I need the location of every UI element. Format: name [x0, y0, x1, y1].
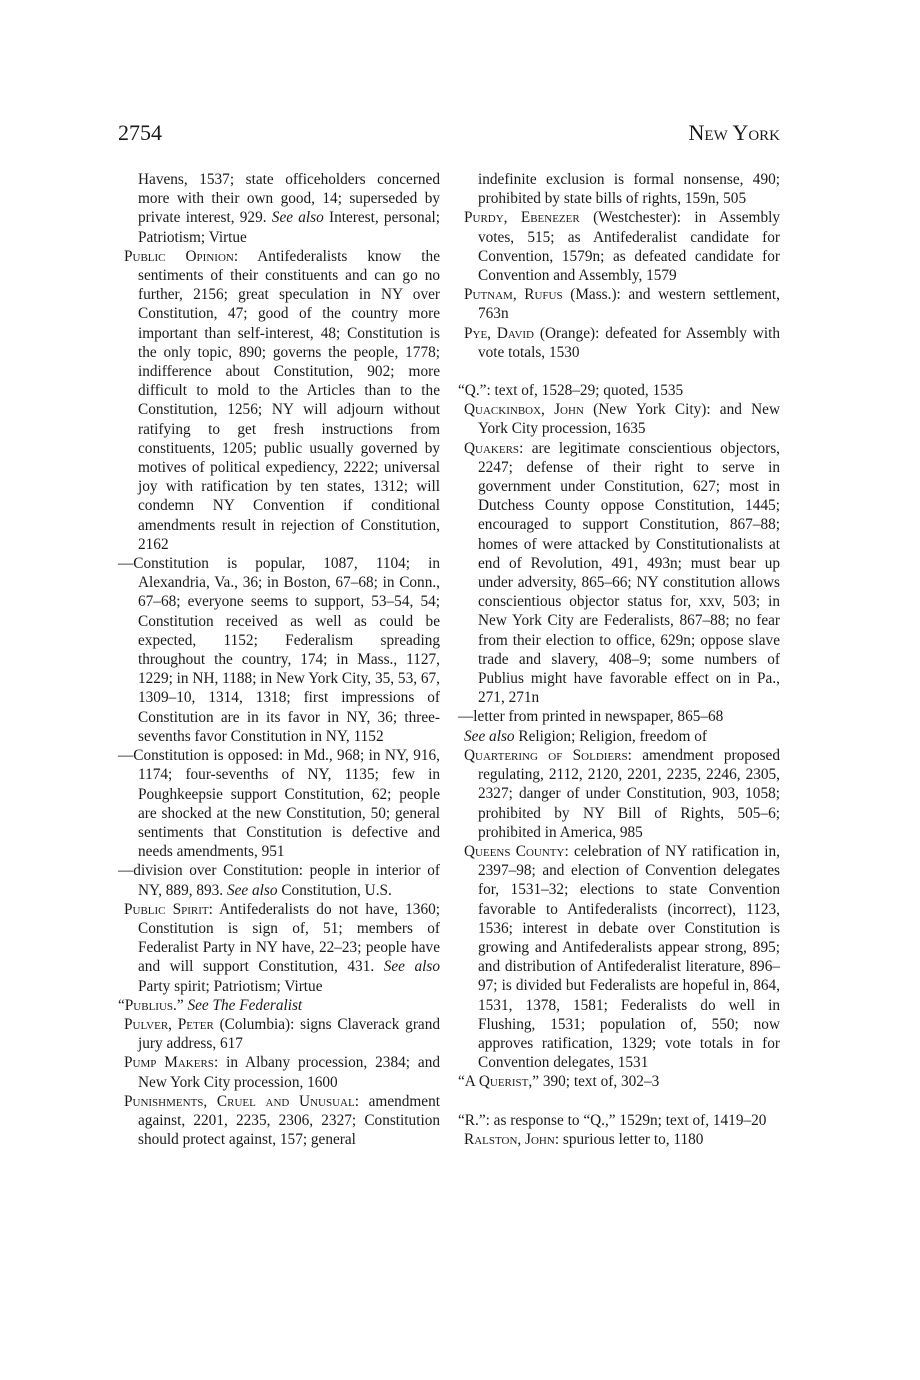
index-entry: “Q.”: text of, 1528–29; quoted, 1535	[458, 382, 684, 400]
entry-heading: Querist	[478, 1073, 529, 1091]
entry-heading: Pump Makers	[124, 1054, 214, 1072]
index-entry: Quartering of Soldiers: amendment proposed regulating, 2112, 2120, 2201, 2235, 2246, 2305, 2327; danger of under Constitution, 903, 1058; prohibited by NY Bill of Rights, 505–6; prohibited in America, 985	[464, 746, 780, 841]
index-entry: Pump Makers: in Albany procession, 2384; and New York City procession, 1600	[124, 1054, 441, 1091]
index-entry: Quakers: are legitimate conscientious objectors, 2247; defense of their right to serve in government under Constitution, 627; most in Dutchess County oppose Constitution, 1445; encouraged to support Constitution, 867–88; homes of were attacked by Constitutionalists at end of Revolution, 491, 493n; must bear up under adversity, 865–66; NY constitution allows conscientious objector status for, xxv, 503; in New York City are Federalists, 867–88; no fear from their election to office, 629n; oppose slave trade and slavery, 408–9; some numbers of Publius might have favorable effect on in Pa., 271, 271n	[464, 439, 780, 707]
entry-heading: Quakers	[464, 439, 520, 457]
entry-heading: Putnam, Rufus	[464, 286, 563, 304]
entry-heading: Public Spirit	[124, 900, 209, 918]
index-subentry: —division over Constitution: people in interior of NY, 889, 893. See also Constitution, U.S.	[118, 862, 440, 899]
entry-heading: Purdy, Ebenezer	[464, 209, 580, 227]
index-entry: Pye, David (Orange): defeated for Assembly with vote totals, 1530	[464, 324, 780, 361]
index-entry: Public Opinion: Antifederalists know the sentiments of their constituents and can go no further, 2156; great speculation in NY over Constitution, 47; good of the country more important than self-interest, 48; Constitution is the only topic, 890; governs the people, 1778; indifference about Constitution, 902; more difficult to mold to the Articles than to the Constitution, 1256; NY will adjourn without ratifying to get fresh instructions from constituents, 1205; public usually governed by motives of political expediency, 2222; universal joy with ratification by ten states, 1312; will condemn NY Convention if conditional amendments result in rejection of Constitution, 2162	[124, 247, 440, 553]
index-subentry: —Constitution is popular, 1087, 1104; in Alexandria, Va., 36; in Boston, 67–68; in Conn., 67–68; everyone seems to support, 53–54, 54; Constitution received as well as could be expected, 1152; Federalism spreading throughout the country, 174; in Mass., 1127, 1229; in NH, 1188; in New York City, 35, 53, 67, 1309–10, 1314, 1318; first impressions of Constitution are in its favor in NY, 36; three-sevenths favor Constitution in NY, 1152	[118, 555, 440, 745]
index-entry: “R.”: as response to “Q.,” 1529n; text of, 1419–20	[458, 1111, 767, 1129]
index-entry: “Publius.” See The Federalist	[118, 996, 303, 1014]
index-entry: Queens County: celebration of NY ratification in, 2397–98; and election of Convention delegates for, 1531–32; elections to state Convention favorable to Antifederalists (incorrect), 1123, 1536; interest in debate over Constitution is growing and Antifederalists appear strong, 895; and distribution of Antifederalist literature, 896–97; is divided but Federalists are hopeful in, 864, 1531, 1378, 1581; Federalists do well in Flushing, 1531; population of, 550; now approves ratification, 1329; vote totals in for Convention delegates, 1531	[464, 842, 781, 1072]
index-subentry: —Constitution is opposed: in Md., 968; in NY, 916, 1174; four-sevenths of NY, 1135; few in Poughkeepsie support Constitution, 62; people are shocked at the new Constitution, 50; general sentiments that Constitution is defective and needs amendments, 951	[118, 747, 440, 861]
entry-heading: Queens County	[464, 842, 565, 860]
section-gap	[458, 1092, 780, 1111]
entry-heading: Ralston, John	[464, 1130, 555, 1148]
entry-heading: “Publius.”	[118, 996, 184, 1014]
left-column	[118, 170, 440, 1149]
entry-heading: Quackinbox, John	[464, 401, 584, 419]
index-entry: Putnam, Rufus (Mass.): and western settlement, 763n	[464, 286, 780, 323]
index-entry: Ralston, John: spurious letter to, 1180	[464, 1130, 704, 1148]
index-entry: Pulver, Peter (Columbia): signs Claverack grand jury address, 617	[124, 1015, 440, 1053]
index-subentry: —letter from printed in newspaper, 865–68	[458, 708, 724, 726]
index-entry: See also Religion; Religion, freedom of	[464, 727, 708, 745]
index-entry: Punishments, Cruel and Unusual: amendment against, 2201, 2235, 2306, 2327; Constitution should protect against, 157; general	[124, 1092, 440, 1149]
index-entry: Public Spirit: Antifederalists do not have, 1360; Constitution is sign of, 51; members of Federalist Party in NY have, 22–23; people have and will support Constitution, 431. See also Party spirit; Patriotism; Virtue	[124, 900, 440, 995]
index-entry: Havens, 1537; state officeholders concerned more with their own good, 14; superseded by private interest, 929. See also Interest, personal; Patriotism; Virtue	[138, 171, 440, 246]
page-header	[118, 120, 780, 156]
entry-heading: Pye, David	[464, 324, 534, 342]
section-gap	[458, 362, 780, 381]
running-head: New York	[688, 120, 780, 145]
right-column	[458, 170, 780, 1149]
index-entry: Quackinbox, John (New York City): and New York City procession, 1635	[464, 401, 780, 438]
entry-heading: Pulver, Peter	[124, 1015, 214, 1033]
index-entry: “A Querist,” 390; text of, 302–3	[458, 1073, 660, 1091]
entry-heading: Punishments, Cruel and Unusual	[124, 1092, 355, 1110]
index-entry: Purdy, Ebenezer (Westchester): in Assembly votes, 515; as Antifederalist candidate for Convention, 1579n; as defeated candidate for Convention and Assembly, 1579	[464, 209, 780, 285]
entry-heading: Quartering of Soldiers	[464, 746, 628, 764]
page-number: 2754	[118, 120, 162, 145]
index-entry: indefinite exclusion is formal nonsense, 490; prohibited by state bills of rights, 159n, 505	[478, 171, 780, 208]
entry-heading: Public Opinion	[124, 247, 234, 265]
